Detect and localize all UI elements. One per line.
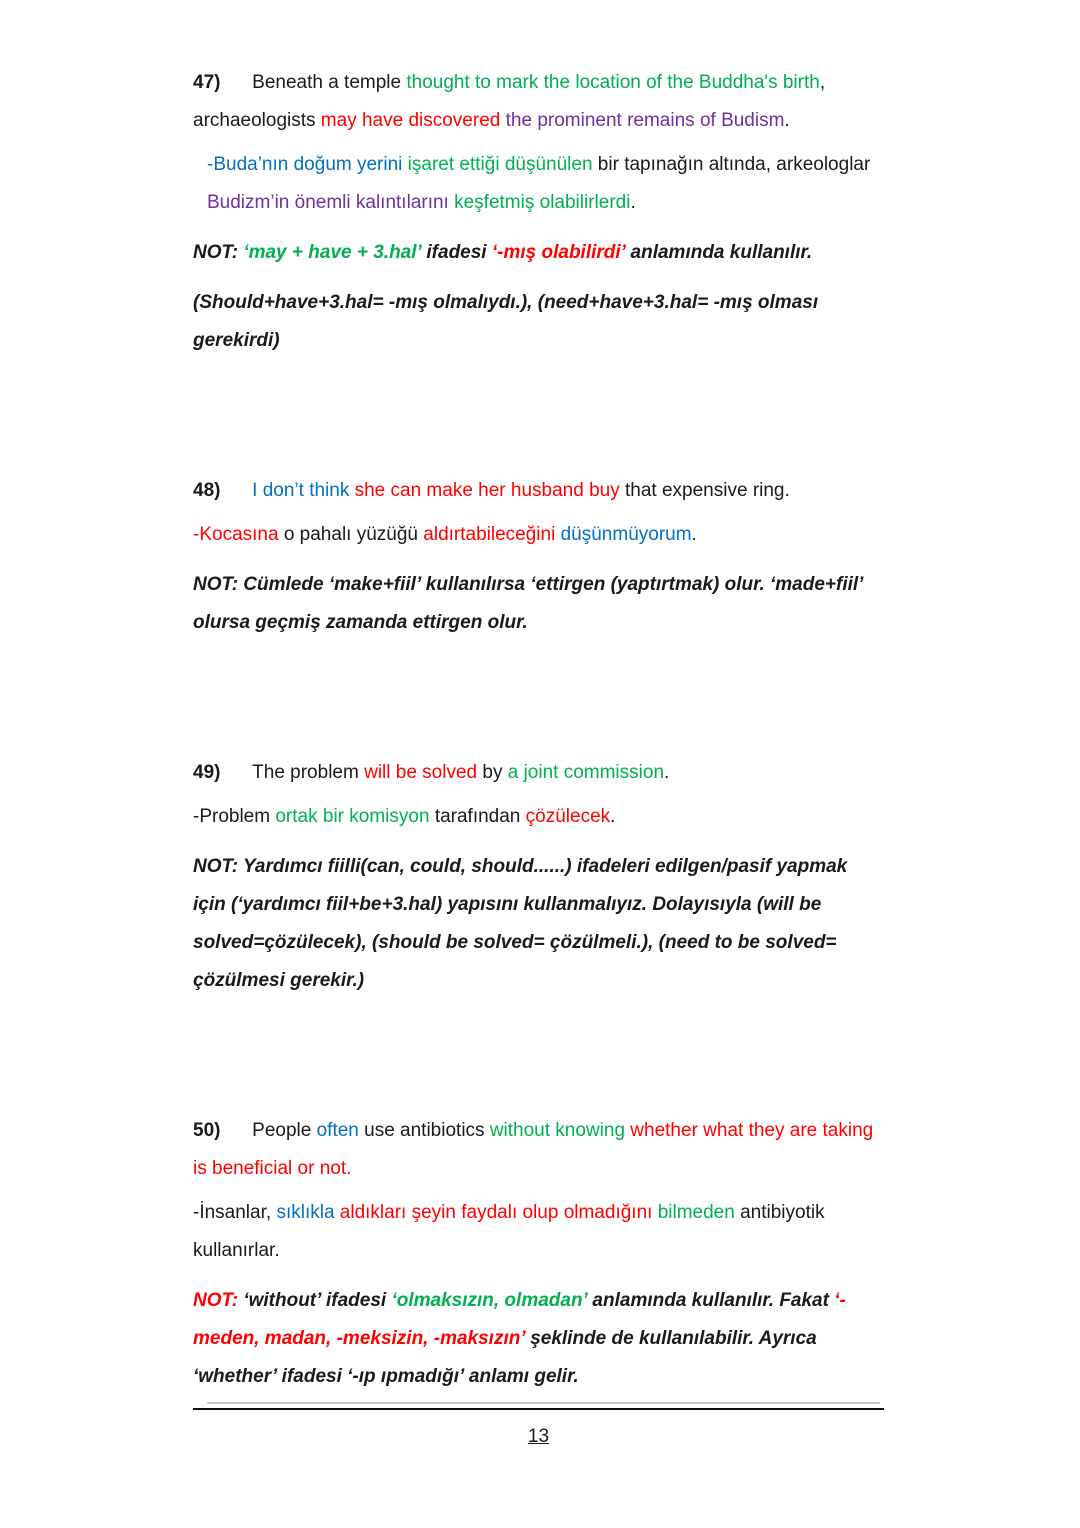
text-segment: Beneath a temple [220, 72, 407, 93]
text-segment: NOT: [193, 1290, 244, 1311]
text-segment: People [220, 1120, 317, 1141]
text-segment: işaret ettiği düşünülen [407, 154, 598, 175]
item-50-sentence [193, 1112, 884, 1188]
text-segment: will be solved [364, 762, 483, 783]
text-segment: ifadesi [426, 242, 492, 263]
text-segment [220, 480, 252, 501]
text-segment: ‘olmaksızın, olmadan’ [391, 1290, 593, 1311]
item-48-note [193, 566, 884, 642]
document-page [193, 64, 884, 1456]
text-segment: -Problem [193, 806, 276, 827]
text-segment: -Kocasına [193, 524, 284, 545]
text-segment: may have discovered [320, 110, 506, 131]
text-segment: . [664, 762, 670, 783]
item-50-note [193, 1282, 884, 1396]
text-segment: antibiyotik kullanırlar. [193, 1202, 825, 1261]
text-segment: tarafından [434, 806, 526, 827]
item-49-sentence [193, 754, 884, 792]
text-segment: bir tapınağın altında, arkeologlar [597, 154, 871, 175]
text-segment: çözülecek [525, 806, 611, 827]
text-segment: . [630, 192, 636, 213]
document-content [193, 64, 884, 1396]
text-segment: NOT: Yardımcı fiilli(can, could, should......) ifadeleri edilgen/pasif yapmak için (‘yardımcı fiil+be+3.hal) yapısını kullanmalıyız. Dolayısıyla (will be solved=çözülecek), (should be solved= çözülmeli.), (need to be solved= çözülmesi gerekir.) [193, 856, 848, 991]
page-number: 13 [527, 1426, 550, 1447]
text-segment: often [316, 1120, 365, 1141]
text-segment: without knowing [489, 1120, 631, 1141]
text-segment: ‘without’ ifadesi [243, 1290, 392, 1311]
text-segment: by [482, 762, 508, 783]
text-segment: she can make her husband buy [354, 480, 626, 501]
text-segment: 49) [193, 762, 221, 783]
text-segment: -Buda’nın doğum yerini [207, 154, 408, 175]
text-segment: I don’t think [252, 480, 355, 501]
text-segment: anlamında kullanılır. Fakat [592, 1290, 835, 1311]
text-segment: (Should+have+3.hal= -mış olmalıydı.), (need+have+3.hal= -mış olması gerekirdi) [193, 292, 819, 351]
text-segment: aldırtabileceğini [423, 524, 561, 545]
text-segment: use antibiotics [364, 1120, 490, 1141]
text-segment: ortak bir komisyon [275, 806, 435, 827]
text-segment: . [784, 110, 790, 131]
item-49-note [193, 848, 884, 1000]
item-49-translation [193, 798, 884, 836]
text-segment: -İnsanlar, [193, 1202, 277, 1223]
text-segment: şeklinde de kullanılabilir. Ayrıca ‘whether’ ifadesi ‘-ıp ıpmadığı’ anlamı gelir. [193, 1328, 817, 1387]
text-segment: a joint commission [507, 762, 665, 783]
text-segment: ‘-mış olabilirdi’ [491, 242, 631, 263]
item-47-translation [193, 146, 884, 222]
text-segment: thought to mark the location of the Buddha's birth [406, 72, 820, 93]
footer-divider [193, 1408, 884, 1410]
item-48-sentence [193, 472, 884, 510]
item-47-sentence [193, 64, 884, 140]
text-segment: NOT: Cümlede ‘make+fiil’ kullanılırsa ‘ettirgen (yaptırtmak) olur. ‘made+fiil’ olursa geçmiş zamanda ettirgen olur. [193, 574, 863, 633]
page-footer [193, 1402, 884, 1456]
item-47-note-1 [193, 234, 884, 272]
text-segment: that expensive ring. [625, 480, 790, 501]
text-segment: sıklıkla [276, 1202, 340, 1223]
text-segment: NOT: [193, 242, 244, 263]
item-50-translation [193, 1194, 884, 1270]
text-segment: 48) [193, 480, 221, 501]
text-segment: aldıkları şeyin faydalı olup olmadığını [339, 1202, 658, 1223]
text-segment: The problem [220, 762, 365, 783]
text-segment: ‘may + have + 3.hal’ [243, 242, 427, 263]
text-segment: 47) [193, 72, 221, 93]
text-segment: Budizm’in önemli kalıntılarını [207, 192, 455, 213]
text-segment: 50) [193, 1120, 221, 1141]
text-segment: düşünmüyorum [560, 524, 692, 545]
text-segment: ‘-meden, madan, -meksizin, -maksızın’ [193, 1290, 846, 1349]
text-segment: bilmeden [657, 1202, 741, 1223]
text-segment: , archaeologists [193, 72, 826, 131]
text-segment: the prominent remains of Budism [505, 110, 785, 131]
footer-divider-light [207, 1402, 880, 1404]
item-48-translation [193, 516, 884, 554]
text-segment: anlamında kullanılır. [630, 242, 813, 263]
text-segment: . [691, 524, 697, 545]
text-segment: whether what they are taking is beneficial or not. [193, 1120, 874, 1179]
text-segment: keşfetmiş olabilirlerdi [454, 192, 631, 213]
item-47-note-2 [193, 284, 884, 360]
text-segment: o pahalı yüzüğü [283, 524, 424, 545]
text-segment: . [610, 806, 616, 827]
